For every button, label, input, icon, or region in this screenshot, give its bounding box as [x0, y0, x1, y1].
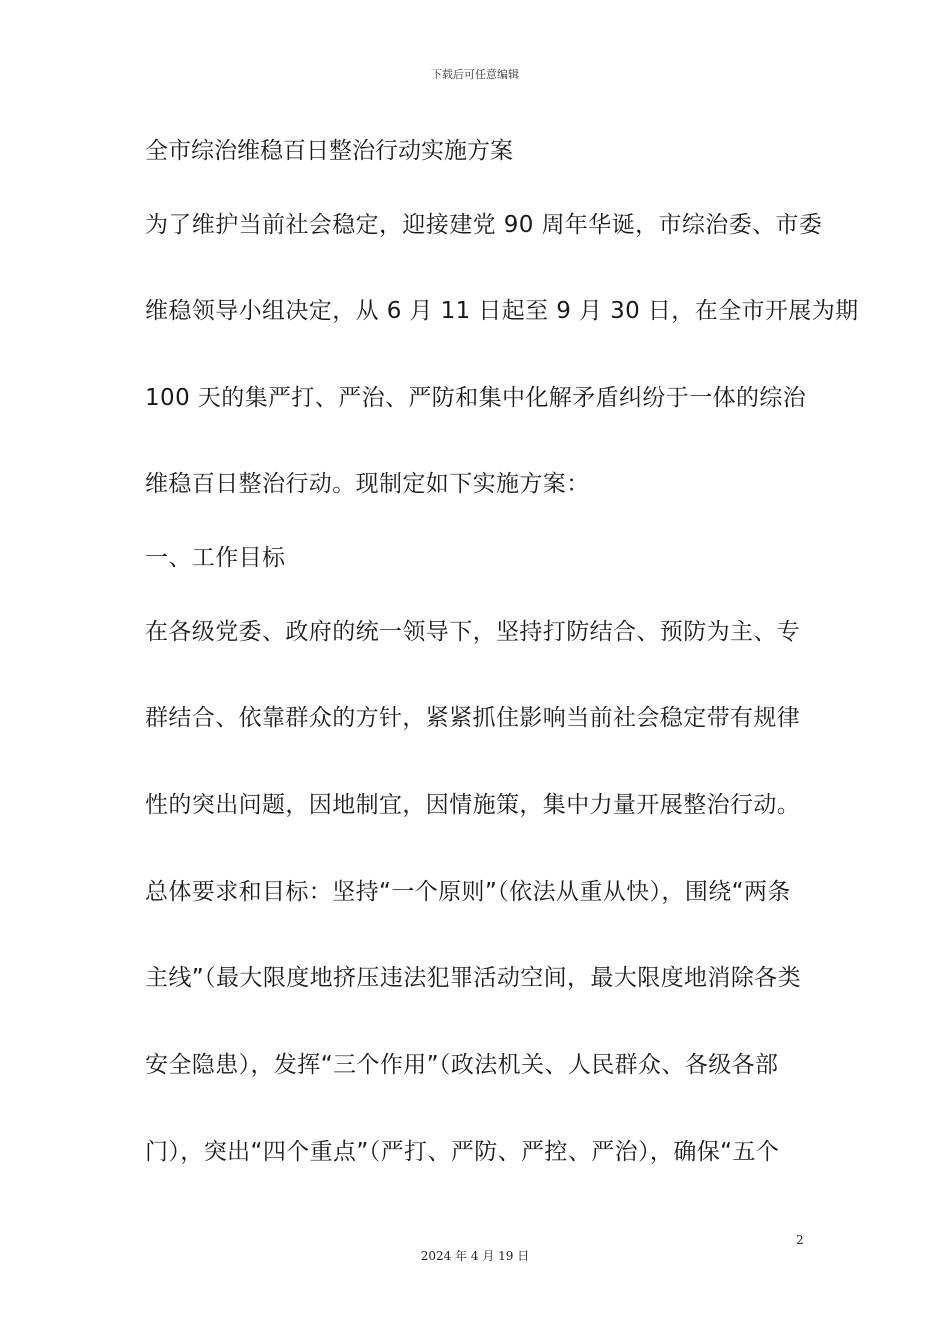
body-line-10: 安全隐患），发挥“三个作用”（政法机关、人民群众、各级各部: [145, 1052, 779, 1078]
body-line-9: 主线”（最大限度地挤压违法犯罪活动空间，最大限度地消除各类: [145, 965, 802, 991]
body-line-11: 门），突出“四个重点”（严打、严防、严控、严治），确保“五个: [145, 1139, 780, 1165]
body-line-2: 维稳领导小组决定，从 6 月 11 日起至 9 月 30 日，在全市开展为期: [145, 298, 859, 324]
body-line-5: 在各级党委、政府的统一领导下，坚持打防结合、预防为主、专: [145, 619, 801, 645]
page-number: 2: [796, 1233, 804, 1247]
body-line-3: 100 天的集严打、严治、严防和集中化解矛盾纠纷于一体的综治: [145, 385, 807, 411]
document-title: 全市综治维稳百日整治行动实施方案: [145, 138, 513, 164]
body-line-6: 群结合、依靠群众的方针，紧紧抓住影响当前社会稳定带有规律: [145, 705, 801, 731]
body-line-4: 维稳百日整治行动。现制定如下实施方案：: [145, 471, 590, 497]
section-heading-work-goals: 一、工作目标: [145, 545, 286, 571]
body-line-1: 为了维护当前社会稳定，迎接建党 90 周年华诞，市综治委、市委: [145, 212, 823, 238]
body-line-7: 性的突出问题，因地制宜，因情施策，集中力量开展整治行动。: [145, 792, 801, 818]
body-line-8: 总体要求和目标：坚持“一个原则”（依法从重从快），围绕“两条: [145, 879, 791, 905]
page-header-note: 下载后可任意编辑: [431, 68, 519, 81]
footer-date: 2024 年 4 月 19 日: [420, 1249, 530, 1263]
